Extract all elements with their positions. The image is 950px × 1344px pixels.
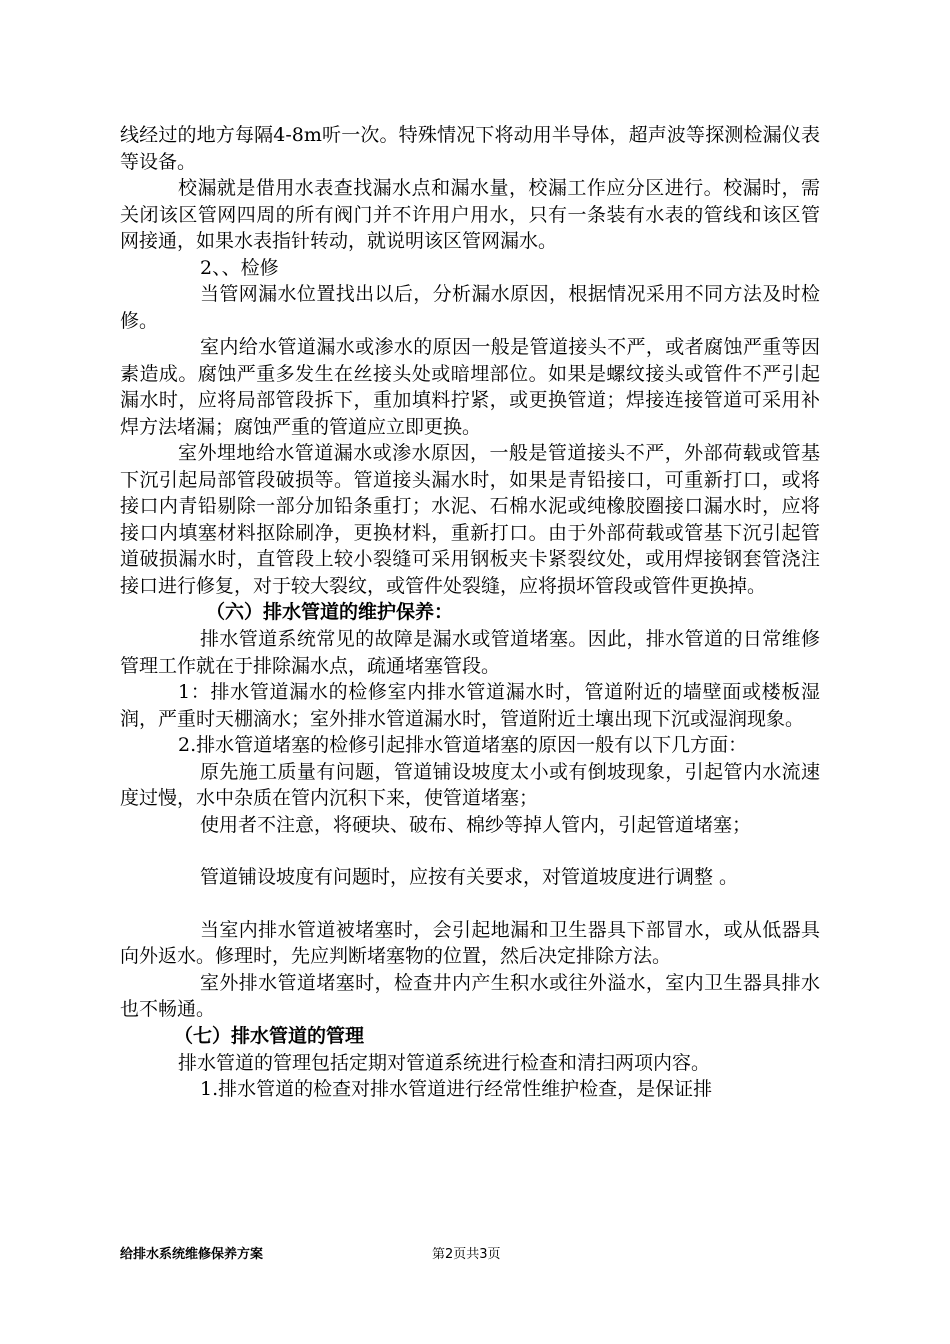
- section-heading: （六）排水管道的维护保养：: [206, 601, 454, 623]
- paragraph: 2.排水管道堵塞的检修引起排水管道堵塞的原因一般有以下几方面：: [178, 734, 748, 756]
- paragraph: 室外埋地给水管道漏水或渗水原因，一般是管道接头不严，外部荷载或管基下沉引起局部管段破损等。管道接头漏水时，如果是青铅接口，可重新打口，或将接口内青铅剔除一部分加铅条重打；水泥、石棉水泥或纯橡胶圈接口漏水时，应将接口内填塞材料抠除刷净，更换材料，重新打口。由于外部荷载或管基下沉引起管道破损漏水时，直管段上较小裂缝可采用钢板夹卡紧裂纹处，或用焊接钢套管浇注接口进行修复，对于较大裂纹，或管件处裂缝，应将损坏管段或管件更换掉。: [120, 442, 820, 597]
- footer-page-number: 第2页共3页: [432, 1247, 501, 1262]
- paragraph: 排水管道的管理包括定期对管道系统进行检查和清扫两项内容。: [178, 1051, 711, 1074]
- spacer: [120, 891, 820, 917]
- paragraph: 1：排水管道漏水的检修室内排水管道漏水时，管道附近的墙壁面或楼板湿润，严重时天棚滴水；室外排水管道漏水时，管道附近土壤出现下沉或湿润现象。: [120, 681, 820, 730]
- paragraph: 室外排水管道堵塞时，检查井内产生积水或往外溢水，室内卫生器具排水也不畅通。: [120, 971, 820, 1020]
- paragraph: 室内给水管道漏水或渗水的原因一般是管道接头不严，或者腐蚀严重等因素造成。腐蚀严重多发生在丝接头处或暗埋部位。如果是螺纹接头或管件不严引起漏水时，应将局部管段拆下，重加填料拧紧，或更换管道；焊接连接管道可采用补焊方法堵漏；腐蚀严重的管道应立即更换。: [120, 336, 820, 438]
- paragraph: 1.排水管道的检查对排水管道进行经常性维护检查，是保证排: [200, 1078, 713, 1100]
- paragraph: 线经过的地方每隔4-8m听一次。特殊情况下将动用半导体，超声波等探测检漏仪表等设备。: [120, 124, 820, 173]
- paragraph: 当室内排水管道被堵塞时，会引起地漏和卫生器具下部冒水，或从低器具向外返水。修理时，先应判断堵塞物的位置，然后决定排除方法。: [120, 918, 820, 967]
- paragraph: 2、、检修: [200, 256, 279, 279]
- paragraph: 管道铺设坡度有问题时，应按有关要求，对管道坡度进行调整 。: [200, 866, 739, 888]
- spacer: [120, 838, 820, 864]
- paragraph: 排水管道系统常见的故障是漏水或管道堵塞。因此，排水管道的日常维修管理工作就在于排除漏水点，疏通堵塞管段。: [120, 628, 820, 677]
- paragraph: 使用者不注意，将硬块、破布、棉纱等掉人管内，引起管道堵塞；: [200, 813, 752, 836]
- document-body: [120, 122, 820, 1103]
- section-heading: （七）排水管道的管理: [174, 1024, 365, 1047]
- paragraph: 当管网漏水位置找出以后，分析漏水原因，根据情况采用不同方法及时检修。: [120, 283, 820, 332]
- paragraph: 原先施工质量有问题，管道铺设坡度太小或有倒坡现象，引起管内水流速度过慢，水中杂质在管内沉积下来，使管道堵塞；: [120, 760, 820, 809]
- footer-title: 给排水系统维修保养方案: [120, 1247, 264, 1262]
- paragraph: 校漏就是借用水表查找漏水点和漏水量，校漏工作应分区进行。校漏时，需关闭该区管网四周的所有阀门并不许用户用水，只有一条装有水表的管线和该区管网接通，如果水表指针转动，就说明该区管网漏水。: [120, 177, 820, 252]
